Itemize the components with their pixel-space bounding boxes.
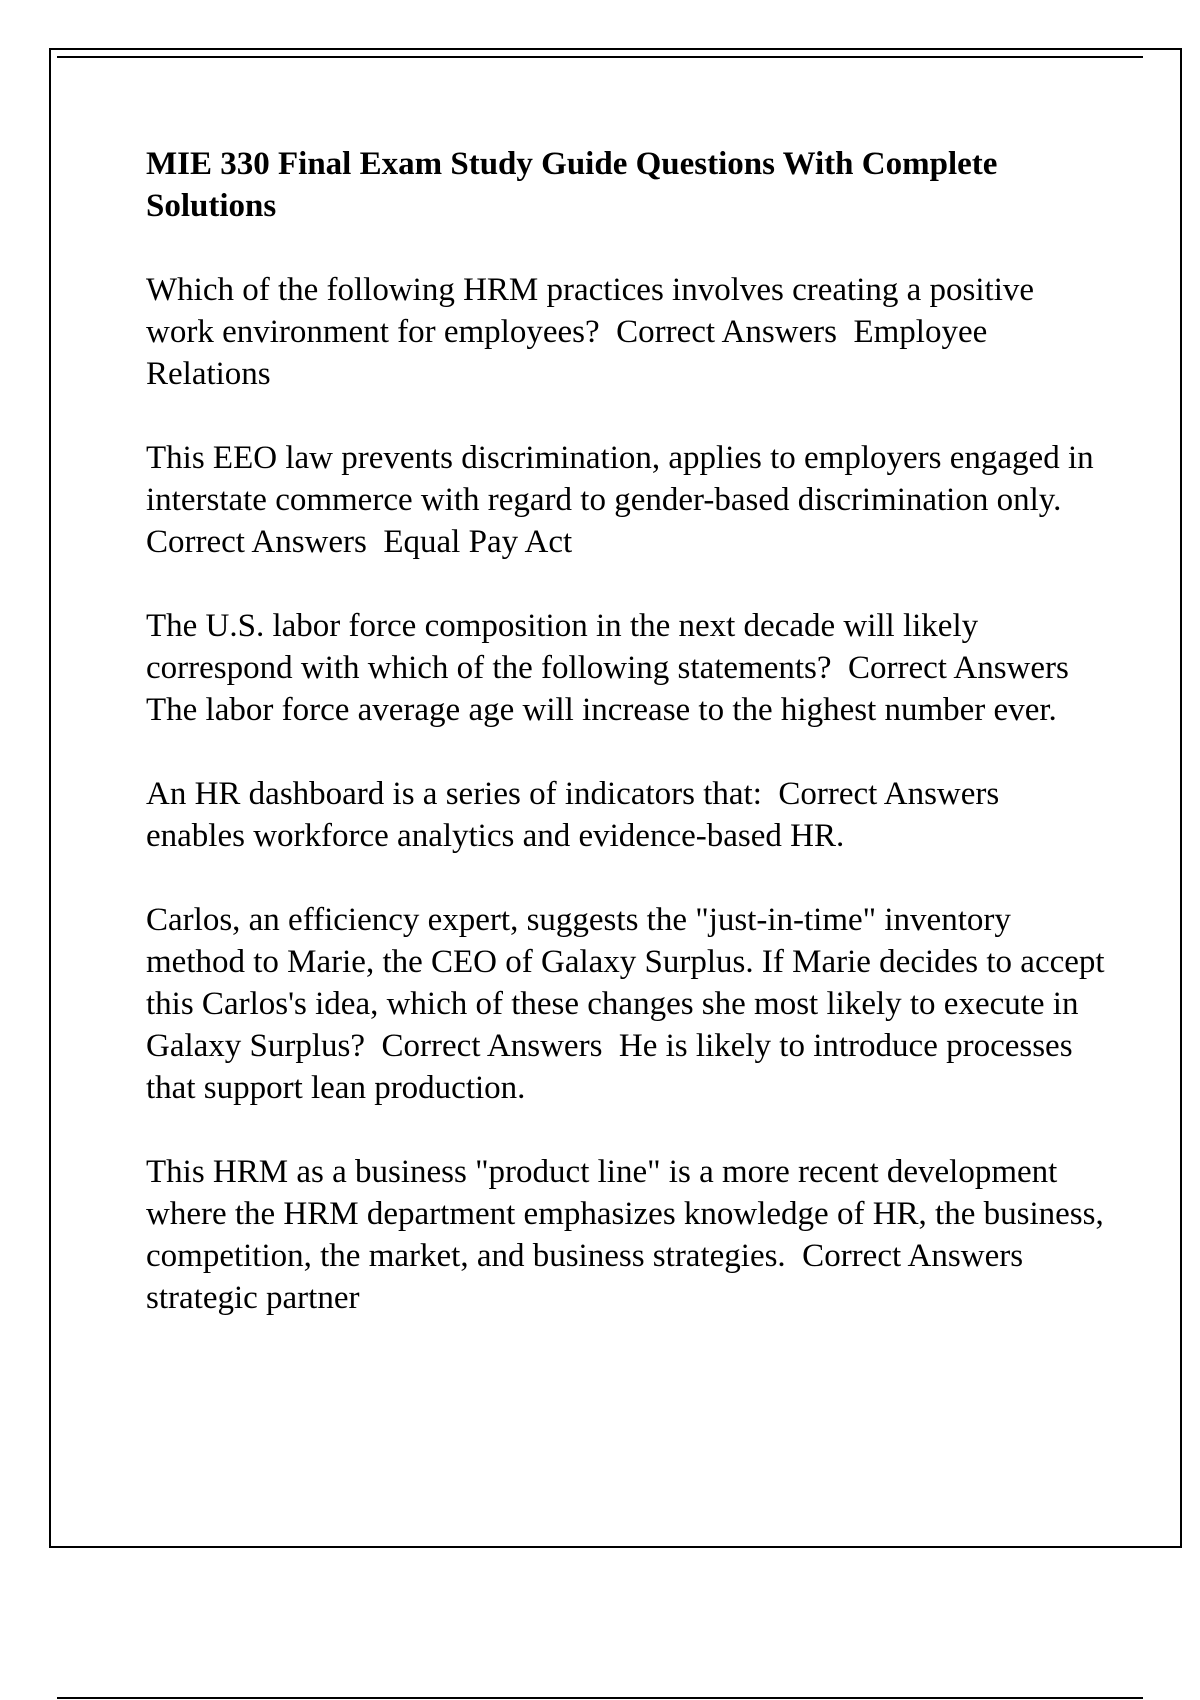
question-answer-2: This EEO law prevents discrimination, applies to employers engaged in interstate commerce with regard to gender-based discrimination only. Correct Answers Equal Pay Act [146,440,1102,560]
question-answer-5: Carlos, an efficiency expert, suggests the "just-in-time" inventory method to Marie, the CEO of Galaxy Surplus. If Marie decides to accept this Carlos's idea, which of these changes she most likely to execute in Galaxy Surplus? Correct Answers He is likely to introduce processes that support lean production. [146,902,1113,1106]
bottom-divider [57,1697,1143,1699]
question-answer-4: An HR dashboard is a series of indicators that: Correct Answers enables workforce analytics and evidence-based HR. [146,776,1016,854]
document-title: MIE 330 Final Exam Study Guide Questions With Complete Solutions [146,146,998,224]
question-answer-6: This HRM as a business "product line" is a more recent development where the HRM department emphasizes knowledge of HR, the business, competition, the market, and business strategies. Correct Answers strategic partner [146,1154,1112,1316]
document-body [146,143,1113,1361]
question-answer-3: The U.S. labor force composition in the next decade will likely correspond with which of the following statements? Correct Answers The labor force average age will increase to the highest number ever. [146,608,1085,728]
question-answer-1: Which of the following HRM practices involves creating a positive work environment for employees? Correct Answers Employee Relations [146,272,1043,392]
top-divider [57,56,1143,58]
